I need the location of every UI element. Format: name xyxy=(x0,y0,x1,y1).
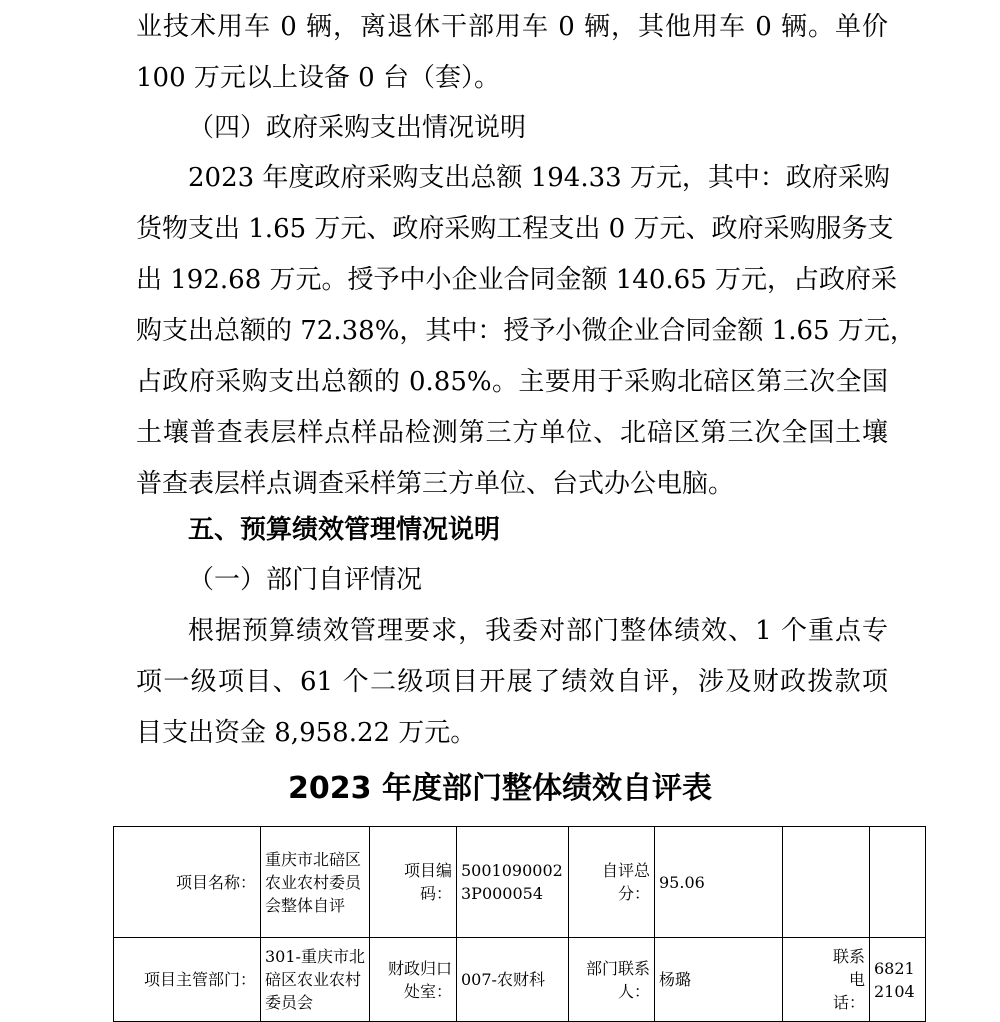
project-code-label-cell xyxy=(370,827,457,938)
self-eval-paragraph xyxy=(136,606,888,759)
phone-value: 68212104 xyxy=(870,938,926,1022)
phone-label-cell xyxy=(783,938,870,1022)
project-name-label: 项目名称： xyxy=(114,827,261,938)
text-line: 2023 年度政府采购支出总额 194.33 万元，其中：政府采购 xyxy=(188,163,890,193)
vehicle-paragraph xyxy=(136,2,888,104)
text-line: 土壤普查表层样点样品检测第三方单位、北碚区第三次全国土壤 xyxy=(136,418,888,448)
heading-section-5: 五、预算绩效管理情况说明 xyxy=(188,515,501,545)
phone-label: 联系电话： xyxy=(832,947,865,1012)
finance-office-label: 财政归口处室： xyxy=(387,958,452,1001)
dept-label: 项目主管部门： xyxy=(114,938,261,1022)
self-score-label-cell xyxy=(569,827,655,938)
table-row xyxy=(114,827,926,938)
text-line: 100 万元以上设备 0 台（套）。 xyxy=(136,63,500,93)
finance-office-value: 007-农财科 xyxy=(457,938,569,1022)
text-line: 占政府采购支出总额的 0.85%。主要用于采购北碚区第三次全国 xyxy=(136,367,888,397)
contact-label: 部门联系人： xyxy=(585,958,650,1001)
heading-self-evaluation: （一）部门自评情况 xyxy=(188,565,423,595)
dept-value: 301-重庆市北碚区农业农村委员会 xyxy=(261,938,370,1022)
text-line: 项一级项目、61 个二级项目开展了绩效自评，涉及财政拨款项 xyxy=(136,667,888,697)
procurement-paragraph xyxy=(136,153,916,510)
contact-label-cell xyxy=(569,938,655,1022)
contact-value: 杨璐 xyxy=(655,938,783,1022)
text-line: 根据预算绩效管理要求，我委对部门整体绩效、1 个重点专 xyxy=(188,616,888,646)
project-name-value: 重庆市北碚区农业农村委员会整体自评 xyxy=(261,827,370,938)
text-line: 普查表层样点调查采样第三方单位、台式办公电脑。 xyxy=(136,469,735,499)
empty-cell xyxy=(870,827,926,938)
heading-gov-procurement: （四）政府采购支出情况说明 xyxy=(188,113,527,143)
text-line: 目支出资金 8,958.22 万元。 xyxy=(136,718,477,748)
project-code-value: 50010900023P000054 xyxy=(457,827,569,938)
text-line: 业技术用车 0 辆，离退休干部用车 0 辆，其他用车 0 辆。单价 xyxy=(136,12,888,42)
empty-cell xyxy=(783,827,870,938)
finance-office-label-cell xyxy=(370,938,457,1022)
table-title: 2023 年度部门整体绩效自评表 xyxy=(288,771,712,806)
project-code-label: 项目编码： xyxy=(403,861,452,903)
table-row xyxy=(114,938,926,1022)
text-line: 出 192.68 万元。授予中小企业合同金额 140.65 万元，占政府采 xyxy=(136,265,898,295)
self-score-value: 95.06 xyxy=(655,827,783,938)
self-score-label: 自评总分： xyxy=(602,861,651,903)
text-line: 购支出总额的 72.38%，其中：授予小微企业合同金额 1.65 万元， xyxy=(136,316,916,346)
performance-eval-table xyxy=(113,826,926,1022)
text-line: 货物支出 1.65 万元、政府采购工程支出 0 万元、政府采购服务支 xyxy=(136,214,894,244)
